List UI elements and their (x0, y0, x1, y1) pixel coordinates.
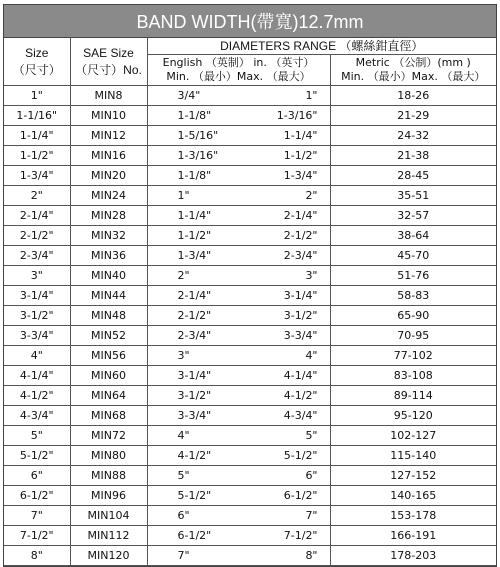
english-max-value: 1-3/4" (283, 169, 318, 182)
english-max-value: 2" (305, 189, 318, 202)
english-min-value: 1-5/16" (177, 129, 219, 142)
metric-range-cell: 178-203 (330, 546, 496, 566)
english-max-value: 8" (305, 549, 318, 562)
english-max-value: 5-1/2" (283, 449, 318, 462)
size-cell: 1" (4, 86, 70, 106)
sae-cell: MIN120 (70, 546, 147, 566)
english-min-value: 1-3/16" (177, 149, 219, 162)
english-range-cell (147, 426, 330, 446)
sae-cell: MIN28 (70, 206, 147, 226)
english-range-pair (148, 147, 330, 164)
sae-cell: MIN96 (70, 486, 147, 506)
size-cell: 8" (4, 546, 70, 566)
metric-range-cell: 21-38 (330, 146, 496, 166)
spec-table-sheet (3, 4, 497, 567)
english-min-value: 1-1/8" (177, 109, 212, 122)
sae-cell: MIN24 (70, 186, 147, 206)
metric-range-cell: 28-45 (330, 166, 496, 186)
english-range-cell (147, 546, 330, 566)
sae-cell: MIN80 (70, 446, 147, 466)
size-cell: 6" (4, 466, 70, 486)
table-row (4, 406, 496, 426)
size-header-cn: （尺寸） (12, 62, 61, 77)
english-range-pair (148, 367, 330, 384)
sae-cell: MIN60 (70, 366, 147, 386)
english-range-cell (147, 446, 330, 466)
sae-cell: MIN20 (70, 166, 147, 186)
english-range-pair (148, 247, 330, 264)
english-range-cell (147, 146, 330, 166)
table-row (4, 226, 496, 246)
english-range-cell (147, 366, 330, 386)
english-range-pair (148, 327, 330, 344)
english-range-cell (147, 86, 330, 106)
metric-range-cell: 24-32 (330, 126, 496, 146)
table-row (4, 286, 496, 306)
metric-range-cell: 115-140 (330, 446, 496, 466)
english-range-cell (147, 406, 330, 426)
english-max-value: 1" (305, 89, 318, 102)
metric-range-cell: 51-76 (330, 266, 496, 286)
table-row (4, 186, 496, 206)
english-max-value: 4-1/2" (283, 389, 318, 402)
english-range-pair (148, 227, 330, 244)
english-range-pair (148, 507, 330, 524)
english-range-cell (147, 206, 330, 226)
english-max-value: 3-3/4" (283, 329, 318, 342)
english-range-cell (147, 226, 330, 246)
english-range-cell (147, 186, 330, 206)
english-max-value: 2-3/4" (283, 249, 318, 262)
english-range-pair (148, 547, 330, 564)
size-cell: 4" (4, 346, 70, 366)
sae-cell: MIN48 (70, 306, 147, 326)
english-min-value: 1-3/4" (177, 249, 212, 262)
english-min-value: 3-1/2" (177, 389, 212, 402)
metric-minmax-label: Min. （最小）Max. （最大） (341, 70, 486, 83)
english-range-cell (147, 306, 330, 326)
metric-range-cell: 166-191 (330, 526, 496, 546)
size-cell: 4-1/4" (4, 366, 70, 386)
sae-cell: MIN52 (70, 326, 147, 346)
table-row (4, 466, 496, 486)
english-max-value: 2-1/4" (283, 209, 318, 222)
size-cell: 3-1/2" (4, 306, 70, 326)
size-cell: 2-3/4" (4, 246, 70, 266)
english-max-value: 5" (305, 429, 318, 442)
english-min-value: 3/4" (177, 89, 201, 102)
english-max-value: 2-1/2" (283, 229, 318, 242)
english-range-cell (147, 346, 330, 366)
sae-header-label: SAE Size (83, 45, 134, 60)
size-cell: 1-1/16" (4, 106, 70, 126)
size-cell: 2-1/2" (4, 226, 70, 246)
size-cell: 1-3/4" (4, 166, 70, 186)
metric-header (330, 55, 496, 86)
table-row (4, 426, 496, 446)
diameters-range-header: DIAMETERS RANGE （螺絲鉗直徑） (147, 38, 496, 55)
english-range-pair (148, 167, 330, 184)
sae-cell: MIN112 (70, 526, 147, 546)
english-max-value: 3" (305, 269, 318, 282)
english-header-label: English （英制） in. （英寸） (162, 56, 315, 69)
english-range-cell (147, 466, 330, 486)
english-max-value: 1-1/2" (283, 149, 318, 162)
size-cell: 7-1/2" (4, 526, 70, 546)
size-cell: 3" (4, 266, 70, 286)
english-max-value: 1-1/4" (283, 129, 318, 142)
table-row (4, 546, 496, 566)
table-row (4, 486, 496, 506)
metric-range-cell: 95-120 (330, 406, 496, 426)
sae-cell: MIN36 (70, 246, 147, 266)
metric-range-cell: 21-29 (330, 106, 496, 126)
english-max-value: 6" (305, 469, 318, 482)
english-range-pair (148, 307, 330, 324)
metric-range-cell: 102-127 (330, 426, 496, 446)
metric-range-cell: 18-26 (330, 86, 496, 106)
english-min-value: 4-1/2" (177, 449, 212, 462)
english-min-value: 3-3/4" (177, 409, 212, 422)
english-range-pair (148, 347, 330, 364)
sae-cell: MIN88 (70, 466, 147, 486)
english-range-pair (148, 407, 330, 424)
size-cell: 1-1/2" (4, 146, 70, 166)
size-cell: 5" (4, 426, 70, 446)
english-min-value: 1-1/2" (177, 229, 212, 242)
english-range-cell (147, 166, 330, 186)
english-header (147, 55, 330, 86)
table-row (4, 266, 496, 286)
metric-range-cell: 38-64 (330, 226, 496, 246)
size-cell: 3-1/4" (4, 286, 70, 306)
size-cell: 2-1/4" (4, 206, 70, 226)
english-min-value: 3-1/4" (177, 369, 212, 382)
spec-table-body (4, 86, 496, 566)
size-header (4, 38, 70, 86)
metric-range-cell: 35-51 (330, 186, 496, 206)
size-cell: 4-3/4" (4, 406, 70, 426)
table-row (4, 126, 496, 146)
english-min-value: 6-1/2" (177, 529, 212, 542)
size-cell: 2" (4, 186, 70, 206)
spec-table (4, 38, 496, 566)
sae-cell: MIN10 (70, 106, 147, 126)
sae-cell: MIN40 (70, 266, 147, 286)
table-row (4, 146, 496, 166)
metric-range-cell: 70-95 (330, 326, 496, 346)
table-row (4, 366, 496, 386)
sae-cell: MIN72 (70, 426, 147, 446)
english-max-value: 7" (305, 509, 318, 522)
size-header-label: Size (25, 45, 49, 60)
english-range-cell (147, 326, 330, 346)
english-min-value: 2" (177, 269, 190, 282)
english-range-cell (147, 266, 330, 286)
english-max-value: 6-1/2" (283, 489, 318, 502)
english-range-cell (147, 386, 330, 406)
table-title: BAND WIDTH(帶寬)12.7mm (4, 5, 496, 38)
english-range-pair (148, 87, 330, 104)
metric-range-cell: 127-152 (330, 466, 496, 486)
english-max-value: 4" (305, 349, 318, 362)
english-min-value: 1" (177, 189, 190, 202)
english-range-cell (147, 126, 330, 146)
english-min-value: 5" (177, 469, 190, 482)
english-min-value: 1-1/8" (177, 169, 212, 182)
english-range-pair (148, 287, 330, 304)
english-min-value: 3" (177, 349, 190, 362)
metric-range-cell: 89-114 (330, 386, 496, 406)
table-row (4, 346, 496, 366)
english-range-pair (148, 387, 330, 404)
table-row (4, 206, 496, 226)
english-max-value: 3-1/4" (283, 289, 318, 302)
english-range-pair (148, 127, 330, 144)
english-range-pair (148, 207, 330, 224)
table-row (4, 506, 496, 526)
table-row (4, 526, 496, 546)
metric-range-cell: 140-165 (330, 486, 496, 506)
english-range-cell (147, 286, 330, 306)
english-range-pair (148, 187, 330, 204)
english-range-cell (147, 246, 330, 266)
metric-range-cell: 83-108 (330, 366, 496, 386)
sae-cell: MIN56 (70, 346, 147, 366)
english-max-value: 4-1/4" (283, 369, 318, 382)
english-max-value: 3-1/2" (283, 309, 318, 322)
metric-header-label: Metric （公制）(mm ) (355, 56, 471, 69)
sae-cell: MIN8 (70, 86, 147, 106)
english-range-pair (148, 427, 330, 444)
size-cell: 4-1/2" (4, 386, 70, 406)
table-row (4, 106, 496, 126)
english-range-pair (148, 527, 330, 544)
sae-cell: MIN12 (70, 126, 147, 146)
table-row (4, 306, 496, 326)
english-min-value: 2-1/4" (177, 289, 212, 302)
metric-range-cell: 153-178 (330, 506, 496, 526)
english-range-pair (148, 107, 330, 124)
metric-range-cell: 45-70 (330, 246, 496, 266)
sae-cell: MIN16 (70, 146, 147, 166)
size-cell: 3-3/4" (4, 326, 70, 346)
table-row (4, 446, 496, 466)
sae-cell: MIN104 (70, 506, 147, 526)
english-range-pair (148, 447, 330, 464)
english-min-value: 5-1/2" (177, 489, 212, 502)
english-max-value: 7-1/2" (283, 529, 318, 542)
table-row (4, 86, 496, 106)
english-min-value: 1-1/4" (177, 209, 212, 222)
english-min-value: 7" (177, 549, 190, 562)
english-range-pair (148, 487, 330, 504)
english-max-value: 4-3/4" (283, 409, 318, 422)
metric-range-cell: 32-57 (330, 206, 496, 226)
english-range-cell (147, 486, 330, 506)
sae-cell: MIN68 (70, 406, 147, 426)
english-minmax-label: Min. （最小）Max. （最大） (166, 70, 311, 83)
english-range-pair (148, 267, 330, 284)
metric-range-cell: 77-102 (330, 346, 496, 366)
table-row (4, 386, 496, 406)
size-cell: 6-1/2" (4, 486, 70, 506)
sae-cell: MIN44 (70, 286, 147, 306)
sae-header-cn: （尺寸）No. (75, 62, 142, 77)
table-row (4, 166, 496, 186)
english-min-value: 2-1/2" (177, 309, 212, 322)
english-min-value: 2-3/4" (177, 329, 212, 342)
english-range-cell (147, 526, 330, 546)
english-range-pair (148, 467, 330, 484)
size-cell: 5-1/2" (4, 446, 70, 466)
sae-cell: MIN64 (70, 386, 147, 406)
size-cell: 1-1/4" (4, 126, 70, 146)
english-min-value: 4" (177, 429, 190, 442)
metric-range-cell: 58-83 (330, 286, 496, 306)
english-max-value: 1-3/16" (276, 109, 318, 122)
sae-header (70, 38, 147, 86)
table-row (4, 326, 496, 346)
metric-range-cell: 65-90 (330, 306, 496, 326)
table-row (4, 246, 496, 266)
english-range-cell (147, 506, 330, 526)
sae-cell: MIN32 (70, 226, 147, 246)
english-range-cell (147, 106, 330, 126)
english-min-value: 6" (177, 509, 190, 522)
size-cell: 7" (4, 506, 70, 526)
